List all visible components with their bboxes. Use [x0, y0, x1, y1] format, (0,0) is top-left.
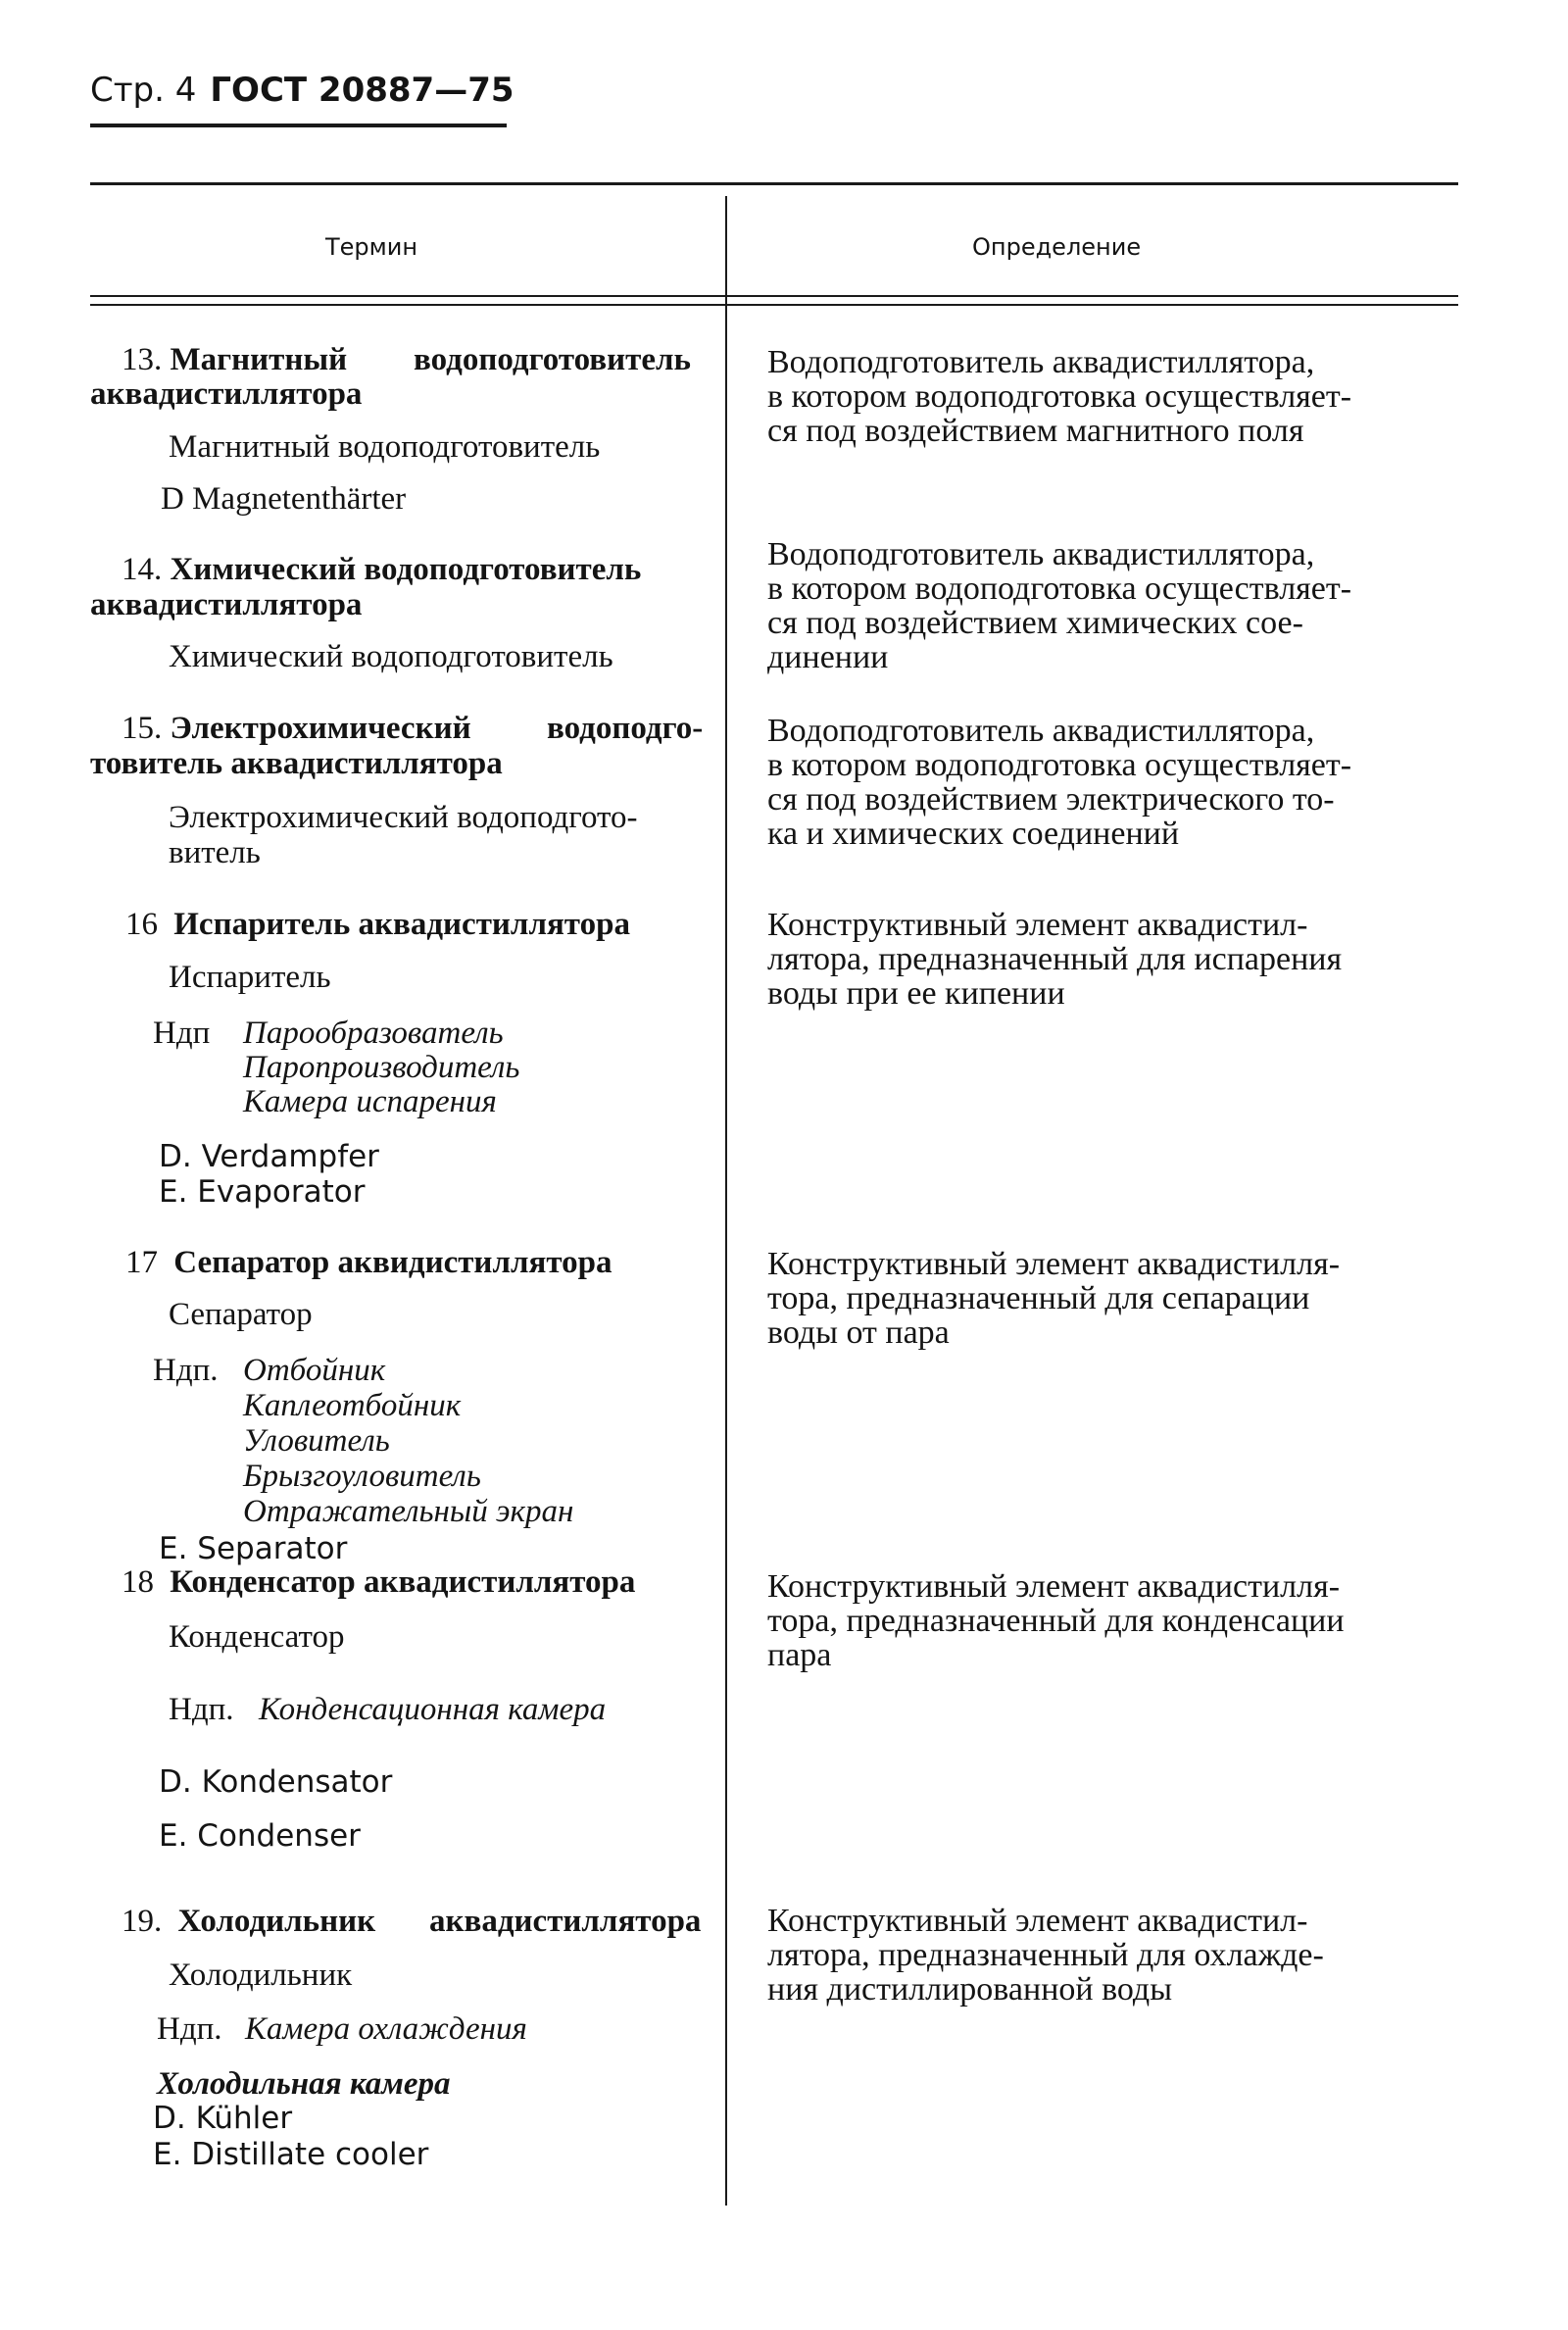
- definition-15-line: Водоподготовитель аквадистиллятора,: [767, 713, 1315, 749]
- term-16-title-text: Испаритель аквадистиллятора: [173, 907, 630, 942]
- term-14-title-text: Химический водоподготовитель: [170, 552, 642, 587]
- definition-18-line: тора, предназначенный для конденсации: [767, 1603, 1345, 1639]
- term-19-en: E. Distillate cooler: [153, 2137, 429, 2172]
- term-17-number: 17: [125, 1245, 158, 1280]
- term-15-title-b: водоподго-: [547, 711, 704, 746]
- term-19-ndp-item: Холодильная камера: [157, 2066, 451, 2102]
- term-14-number: 14.: [122, 552, 163, 587]
- term-18-short: Конденсатор: [169, 1619, 345, 1655]
- definition-13-line: ся под воздействием магнитного поля: [767, 413, 1304, 449]
- column-header-term: Термин: [325, 233, 418, 261]
- definition-17-line: воды от пара: [767, 1314, 950, 1351]
- table-header-rule-2: [90, 304, 1458, 306]
- term-17-title-text: Сепаратор аквидистиллятора: [173, 1245, 612, 1280]
- definition-14-line: ся под воздействием химических сое-: [767, 605, 1303, 641]
- term-13-short: Магнитный водоподготовитель: [169, 429, 601, 465]
- definition-16-line: лятора, предназначенный для испарения: [767, 941, 1343, 977]
- term-19-ndp-label: Ндп.: [157, 2011, 222, 2047]
- definition-13: [767, 345, 1451, 448]
- term-18-en: E. Condenser: [159, 1818, 361, 1854]
- definition-16: [767, 908, 1451, 1011]
- term-19-title: [122, 1904, 375, 1940]
- definition-14: [767, 537, 1451, 674]
- term-16-ndp-label: Ндп: [153, 1016, 211, 1051]
- table-top-rule: [90, 182, 1458, 185]
- definition-18-line: пара: [767, 1637, 832, 1673]
- header-underline: [90, 124, 507, 127]
- term-13-de: D Magnetenthärter: [161, 481, 407, 517]
- term-16-ndp-item: Парообразователь: [243, 1016, 504, 1051]
- term-17-ndp-item: Каплеотбойник: [243, 1388, 462, 1423]
- term-17-ndp-item: Отбойник: [243, 1353, 386, 1388]
- term-15-short-line2: витель: [169, 835, 261, 870]
- term-18-ndp-label: Ндп.: [169, 1692, 234, 1727]
- definition-18-line: Конструктивный элемент аквадистилля-: [767, 1568, 1341, 1605]
- term-16-en: E. Evaporator: [159, 1174, 366, 1210]
- definition-13-line: Водоподготовитель аквадистиллятора,: [767, 344, 1315, 380]
- definition-15-line: ся под воздействием электрического то-: [767, 781, 1335, 818]
- term-19-ndp-item: Камера охлаждения: [245, 2011, 527, 2047]
- standard-number: ГОСТ 20887—75: [210, 71, 514, 110]
- term-16-title: [125, 907, 630, 943]
- term-17-ndp-item: Брызгоуловитель: [243, 1459, 481, 1494]
- term-19-title-b: аквадистиллятора: [429, 1904, 702, 1939]
- definition-17-line: Конструктивный элемент аквадистилля-: [767, 1246, 1341, 1282]
- definition-16-line: Конструктивный элемент аквадистил-: [767, 907, 1308, 943]
- definition-14-line: в котором водоподготовка осуществляет-: [767, 570, 1352, 607]
- term-15-number: 15.: [122, 711, 163, 746]
- term-15-title: [122, 711, 471, 747]
- definition-16-line: воды при ее кипении: [767, 975, 1065, 1012]
- term-14-title: [122, 552, 641, 588]
- term-17-ndp-label: Ндп.: [153, 1353, 219, 1388]
- term-16-short: Испаритель: [169, 960, 331, 995]
- term-18-number: 18: [122, 1564, 154, 1600]
- definition-19-line: лятора, предназначенный для охлажде-: [767, 1937, 1324, 1973]
- definition-14-line: динении: [767, 639, 889, 675]
- term-19-de: D. Kühler: [153, 2101, 293, 2136]
- term-13-title-line2: аквадистиллятора: [90, 376, 363, 412]
- column-header-definition: Определение: [972, 233, 1142, 261]
- term-18-title: [122, 1564, 635, 1601]
- definition-19-line: ния дистиллированной воды: [767, 1971, 1173, 2008]
- definition-18: [767, 1569, 1451, 1672]
- definition-14-line: Водоподготовитель аквадистиллятора,: [767, 536, 1315, 572]
- term-15-short-line1: Электрохимический водоподгото-: [169, 800, 638, 835]
- table-header-rule-1: [90, 295, 1458, 297]
- term-13-title-a: Магнитный: [170, 342, 348, 377]
- definition-17: [767, 1247, 1451, 1350]
- term-17-title: [125, 1245, 612, 1281]
- page-header: [90, 71, 514, 110]
- column-divider: [725, 196, 727, 2206]
- term-15-title-a: Электрохимический: [170, 711, 471, 746]
- definition-17-line: тора, предназначенный для сепарации: [767, 1280, 1310, 1316]
- definition-15-line: в котором водоподготовка осуществляет-: [767, 747, 1352, 783]
- term-16-ndp-item: Камера испарения: [243, 1084, 497, 1119]
- term-17-short: Сепаратор: [169, 1297, 313, 1332]
- definition-19: [767, 1904, 1451, 2007]
- term-16-de: D. Verdampfer: [159, 1139, 379, 1174]
- term-18-de: D. Kondensator: [159, 1764, 393, 1800]
- definition-13-line: в котором водоподготовка осуществляет-: [767, 378, 1352, 415]
- term-15-title-line2: товитель аквадистиллятора: [90, 746, 503, 781]
- definition-15: [767, 714, 1451, 851]
- term-19-short: Холодильник: [169, 1958, 353, 1993]
- term-14-title-line2: аквадистиллятора: [90, 587, 363, 622]
- term-19-number: 19.: [122, 1904, 163, 1939]
- term-17-ndp-item: Отражательный экран: [243, 1494, 574, 1529]
- term-16-ndp-item: Паропроизводитель: [243, 1050, 520, 1085]
- term-14-short: Химический водоподготовитель: [169, 639, 613, 674]
- term-17-ndp-item: Уловитель: [243, 1423, 390, 1459]
- page-number: Стр. 4: [90, 71, 197, 110]
- term-18-ndp-item: Конденсационная камера: [259, 1692, 607, 1727]
- definition-15-line: ка и химических соединений: [767, 816, 1180, 852]
- term-18-title-text: Конденсатор аквадистиллятора: [170, 1564, 636, 1600]
- definition-19-line: Конструктивный элемент аквадистил-: [767, 1903, 1308, 1939]
- term-19-title-a: Холодильник: [177, 1904, 376, 1939]
- term-17-en: E. Separator: [159, 1531, 348, 1566]
- term-16-number: 16: [125, 907, 158, 942]
- term-13-title-b: водоподготовитель: [414, 342, 691, 377]
- term-13-number: 13.: [122, 342, 163, 377]
